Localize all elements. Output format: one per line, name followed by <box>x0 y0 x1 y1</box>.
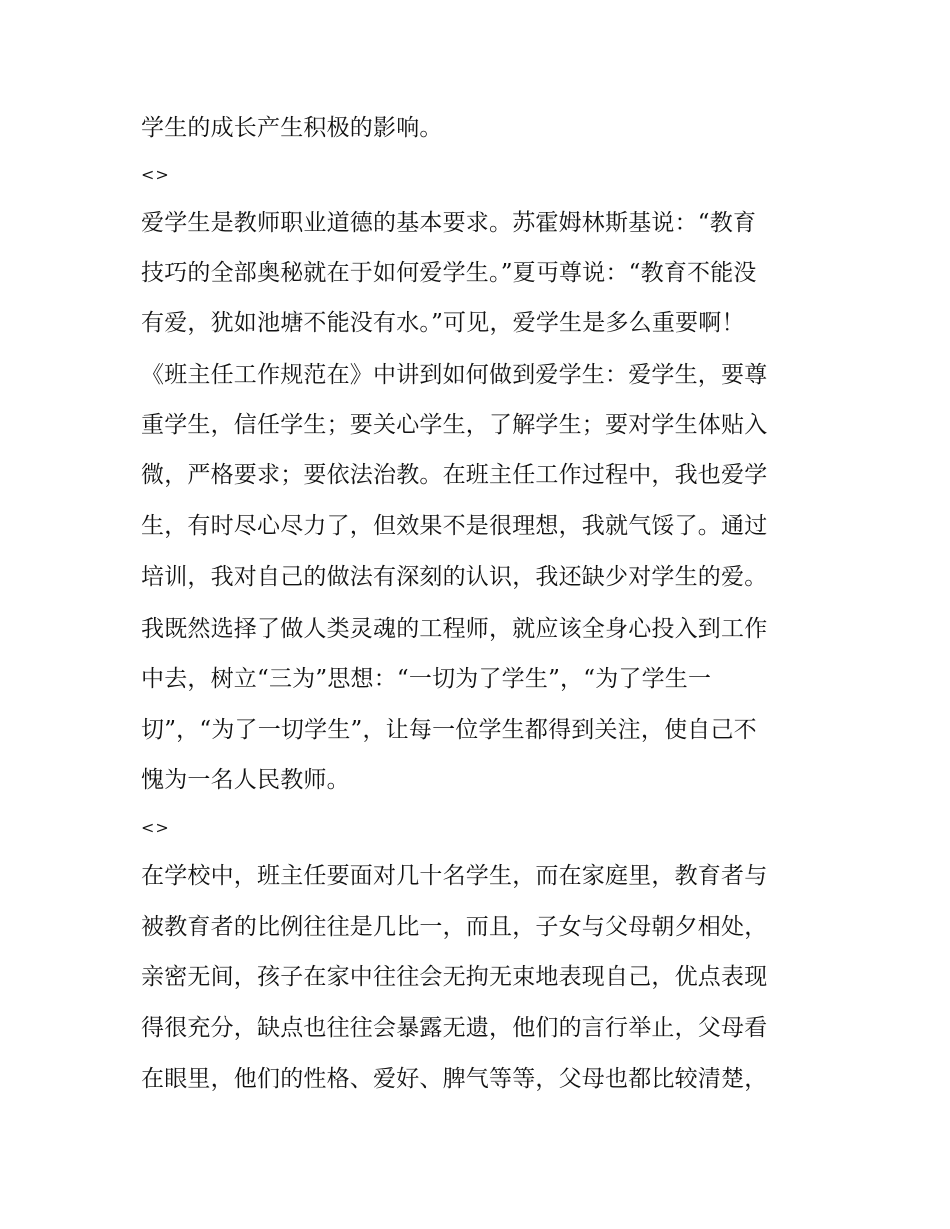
text-line: 切”，“为了一切学生”，让每一位学生都得到关注，使自己不 <box>141 717 757 743</box>
text-line: 得很充分，缺点也往往会暴露无遗，他们的言行举止，父母看 <box>141 1015 768 1041</box>
text-line: 重学生，信任学生；要关心学生，了解学生；要对学生体贴入 <box>141 412 768 438</box>
text-line: 被教育者的比例往往是几比一，而且，子女与父母朝夕相处， <box>141 914 768 940</box>
text-line: 爱学生是教师职业道德的基本要求。苏霍姆林斯基说：“教育 <box>141 210 757 236</box>
text-line: 中去，树立“三为”思想：“一切为了学生”，“为了学生一 <box>141 666 712 692</box>
text-line: 微，严格要求；要依法治教。在班主任工作过程中，我也爱学 <box>141 462 768 488</box>
text-line: 《班主任工作规范在》中讲到如何做到爱学生：爱学生，要尊 <box>141 362 768 388</box>
text-line: 学生的成长产生积极的影响。 <box>141 115 443 141</box>
text-line: 培训，我对自己的做法有深刻的认识，我还缺少对学生的爱。 <box>141 564 768 590</box>
text-line: 技巧的全部奥秘就在于如何爱学生。”夏丏尊说：“教育不能没 <box>141 260 757 286</box>
separator-marker: <> <box>141 165 170 184</box>
text-line: 有爱，犹如池塘不能没有水。”可见，爱学生是多么重要啊！ <box>141 310 745 336</box>
text-line: 生，有时尽心尽力了，但效果不是很理想，我就气馁了。通过 <box>141 513 768 539</box>
text-line: 我既然选择了做人类灵魂的工程师，就应该全身心投入到工作 <box>141 616 768 642</box>
text-line: 亲密无间，孩子在家中往往会无拘无束地表现自己，优点表现 <box>141 964 768 990</box>
separator-marker: <> <box>141 818 170 837</box>
text-line: 在学校中，班主任要面对几十名学生，而在家庭里，教育者与 <box>141 863 768 889</box>
text-line: 在眼里，他们的性格、爱好、脾气等等，父母也都比较清楚， <box>141 1066 768 1092</box>
text-line: 愧为一名人民教师。 <box>141 767 350 793</box>
